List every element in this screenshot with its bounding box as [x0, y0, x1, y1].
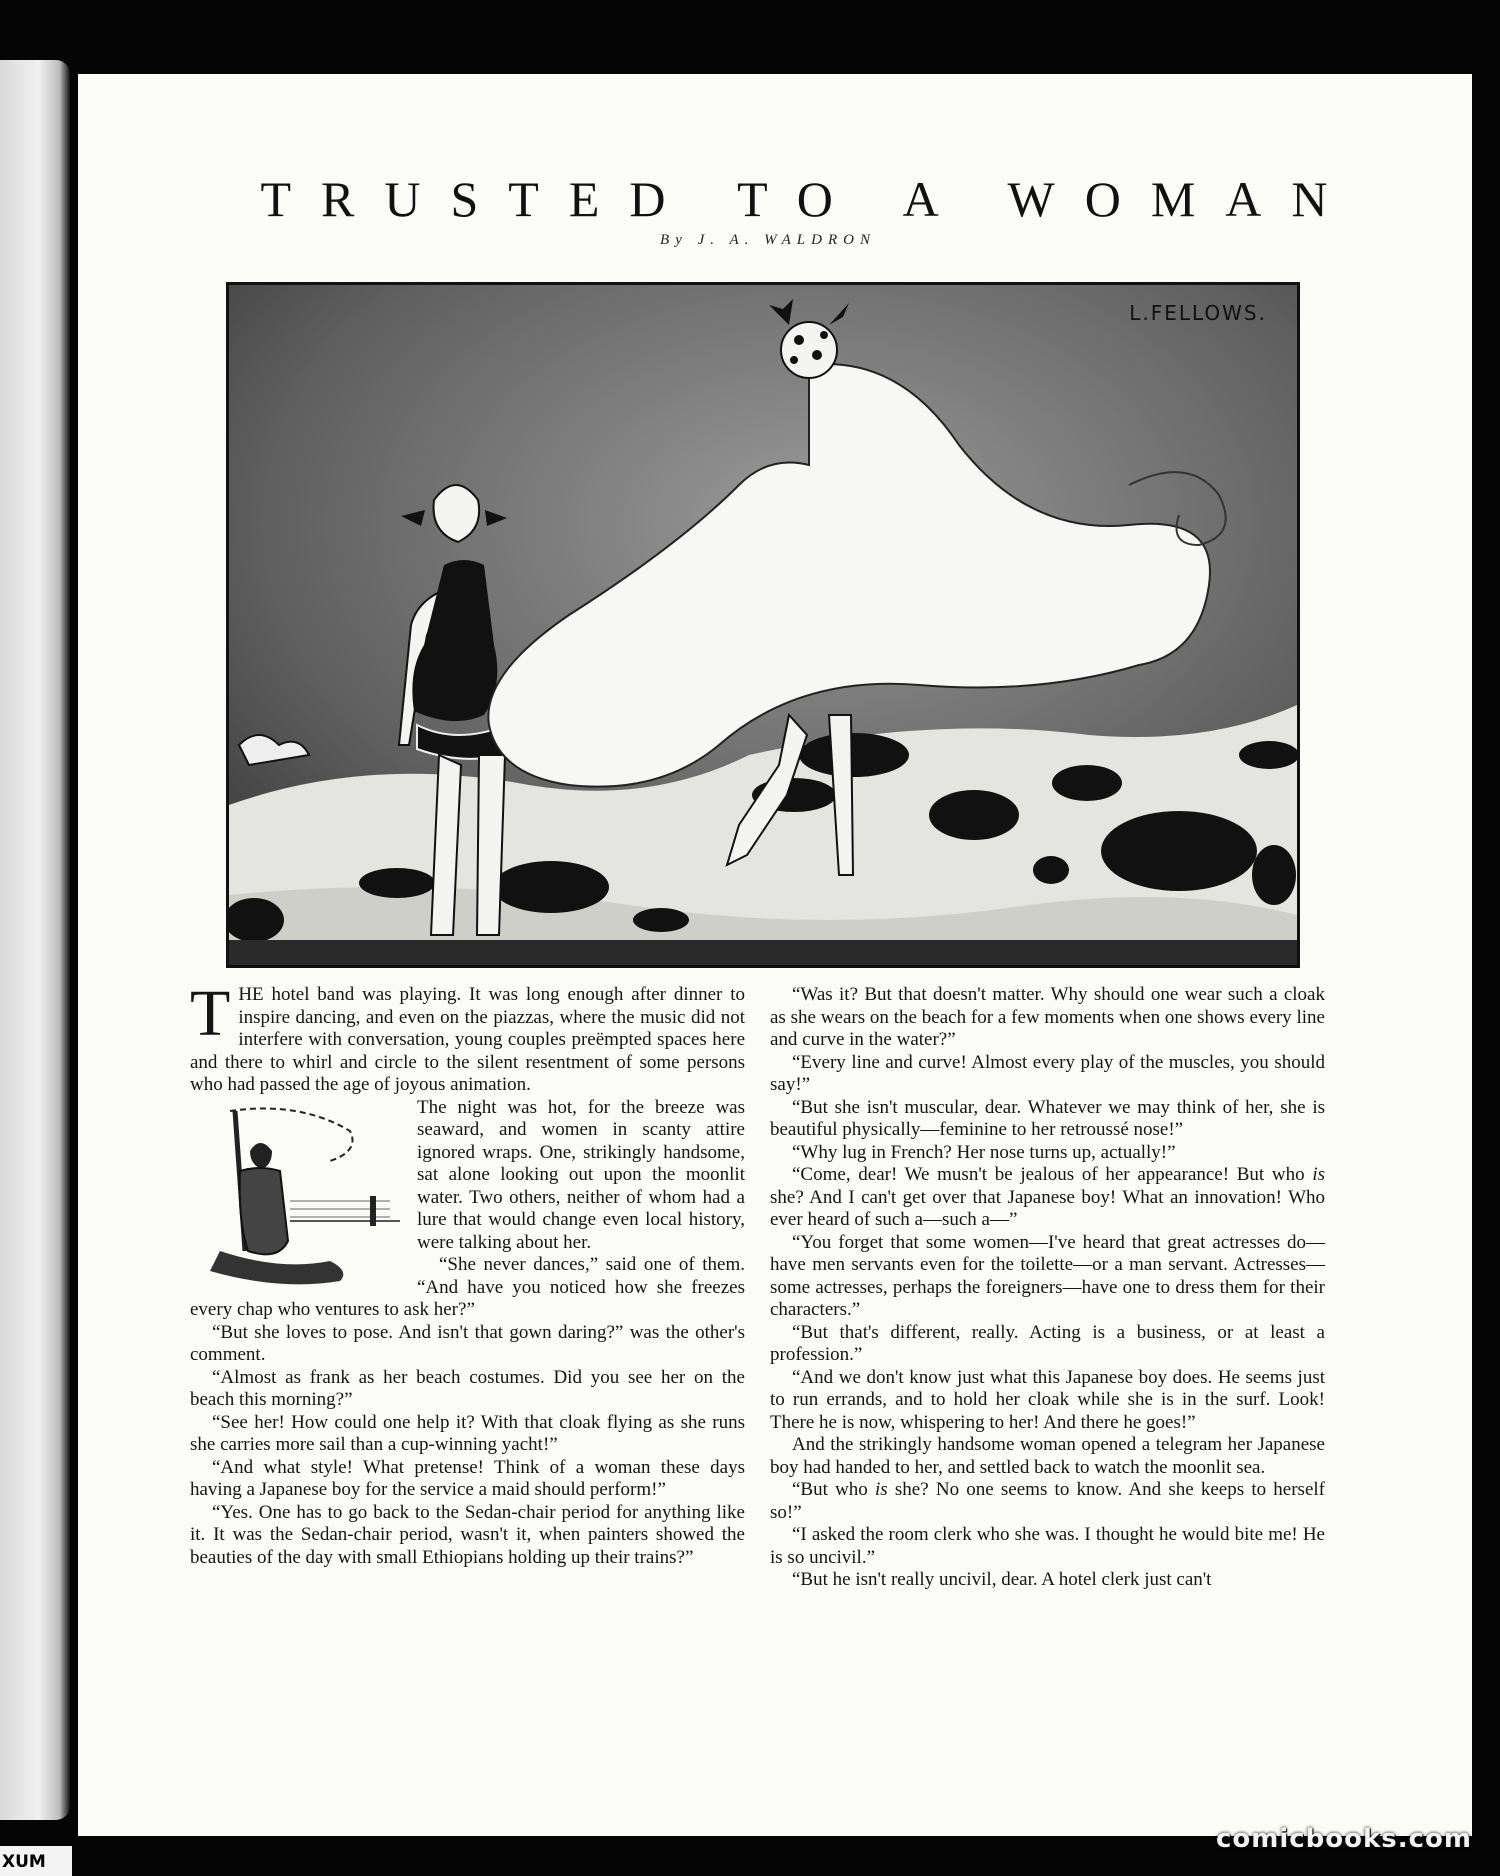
opening-paragraph: [190, 977, 745, 1097]
paragraph-7: “And what style! What pretense! Think of a woman these days having a Japanese boy for the service a maid should perform!”: [190, 1456, 745, 1500]
paragraph-16: “And we don't know just what this Japanese boy does. He seems just to run errands, and to hold her cloak while she is in the surf. Look! There he is now, whispering to her! And there he goes!”: [770, 1366, 1325, 1433]
paragraph-15: “But that's different, really. Acting is a business, or at least a profession.”: [770, 1321, 1325, 1365]
artist-signature: L.FELLOWS.: [1129, 301, 1267, 325]
paragraph-6: “See her! How could one help it? With that cloak flying as she runs she carries more sail than a cup-winning yacht!”: [190, 1411, 745, 1455]
paragraph-20: “But he isn't really uncivil, dear. A hotel clerk just can't: [792, 1569, 1212, 1590]
beach-illustration: [226, 282, 1300, 968]
paragraph-18: [770, 1479, 1325, 1524]
beach-scene-drawing: [229, 285, 1297, 965]
paragraph-18-part-1: “But who: [792, 1479, 876, 1500]
article-title: TRUSTED TO A WOMAN: [260, 171, 1358, 227]
paragraph-3: “She never dances,” said one of them. “And have you noticed how she freezes every chap who ventures to ask her?”: [190, 1254, 745, 1320]
site-watermark: comicbooks.com: [1215, 1824, 1472, 1854]
paragraph-18-emphasis: is: [875, 1479, 888, 1500]
paragraph-11: “But she isn't muscular, dear. Whatever we may think of her, she is beautiful physically—feminine to her retroussé nose!”: [770, 1096, 1325, 1140]
paragraph-18-part-2: she? No one seems to know. And she keeps to herself so!”: [770, 1479, 1325, 1523]
right-text-column: [770, 984, 1325, 1592]
seated-woman-vignette: [190, 1101, 405, 1291]
paragraph-9: “Was it? But that doesn't matter. Why should one wear such a cloak as she wears on the beach for a few moments when one shows every line and curve in the water?”: [770, 984, 1325, 1050]
opening-paragraph-text: HE hotel band was playing. It was long enough after dinner to inspire dancing, and even on the piazzas, where the music did not interfere with conversation, young couples preëmpted spaces here and there to whirl and circle to the silent resentment of some persons who had passed the age of joyous animation.: [190, 984, 745, 1095]
paragraph-5: “Almost as frank as her beach costumes. Did you see her on the beach this morning?”: [190, 1366, 745, 1410]
facing-page-edge: [0, 60, 70, 1820]
corner-tag: XUM: [0, 1846, 72, 1876]
paragraph-17: And the strikingly handsome woman opened a telegram her Japanese boy had handed to her, and settled back to watch the moonlit sea.: [770, 1434, 1325, 1478]
article-byline: By J. A. WALDRON: [660, 232, 876, 248]
magazine-page: [78, 74, 1472, 1836]
paragraph-19: “I asked the room clerk who she was. I thought he would bite me! He is so uncivil.”: [770, 1524, 1325, 1568]
paragraph-2: The night was hot, for the breeze was seaward, and women in scanty attire ignored wraps. One, strikingly handsome, sat alone looking out upon the moonlit water. Two others, neither of whom had a lure that would change even local history, were talking about her.: [417, 1096, 745, 1253]
left-text-column: [190, 977, 745, 1569]
paragraph-13: [770, 1164, 1325, 1232]
paragraph-13-emphasis: is: [1312, 1164, 1325, 1185]
paragraph-12: “Why lug in French? Her nose turns up, actually!”: [792, 1141, 1176, 1163]
paragraph-8: “Yes. One has to go back to the Sedan-chair period for anything like it. It was the Sedan-chair period, wasn't it, when painters showed the beauties of the day with small Ethiopians holding up their trains?”: [190, 1501, 745, 1568]
paragraph-14: “You forget that some women—I've heard that great actresses do—have men servants even for the toilette—or a man servant. Actresses—some actresses, perhaps the foreigners—have one to dress them for their characters.”: [770, 1231, 1325, 1320]
paragraph-13-part-1: “Come, dear! We musn't be jealous of her appearance! But who: [792, 1164, 1313, 1185]
paragraph-13-part-2: she? And I can't get over that Japanese boy! What an innovation! Who ever heard of such a—such a—”: [770, 1186, 1325, 1230]
paragraph-10: “Every line and curve! Almost every play of the muscles, you should say!”: [770, 1051, 1325, 1095]
drop-cap: T: [190, 977, 231, 1050]
paragraph-4: “But she loves to pose. And isn't that gown daring?” was the other's comment.: [190, 1321, 745, 1365]
